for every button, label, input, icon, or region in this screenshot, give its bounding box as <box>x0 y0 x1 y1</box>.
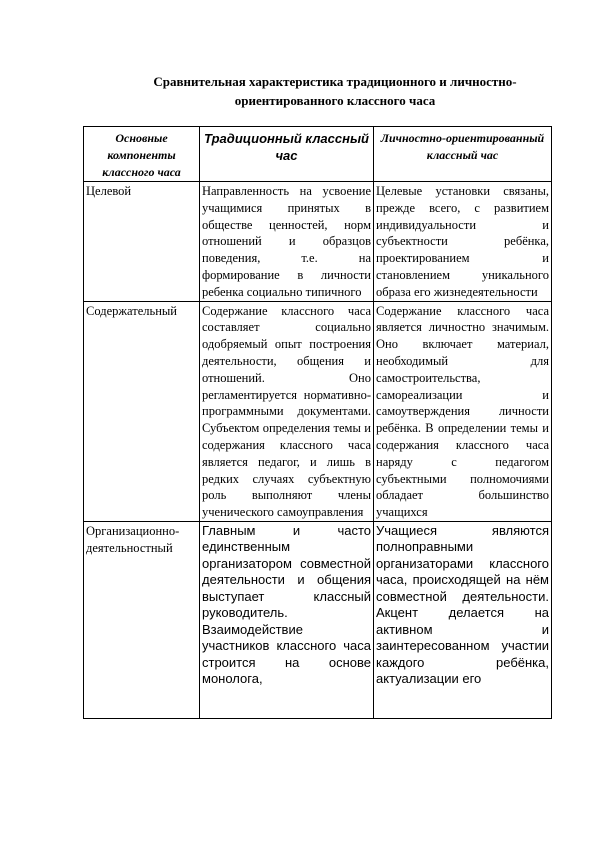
header-personal: Личностно-ориентированный классный час <box>374 127 552 182</box>
row-component: Целевой <box>84 182 200 302</box>
row-traditional: Содержание классного часа составляет социально одобряемый опыт построения деятельности, общения и отношений. Оно регламентируется нормативно-программными документами. Субъектом определения темы и содержания классного часа является педагог, и лишь в редких случаях субъектную роль выполняют члены ученического самоуправления <box>200 301 374 521</box>
row-personal: Содержание классного часа является личностно значимым. Оно включает материал, необходимый для самостроительства, самореализации и самоутверждения личности ребёнка. В определении темы и содержания классного часа наряду с педагогом субъектными полномочиями обладает большинство учащихся <box>374 301 552 521</box>
table-row <box>84 521 552 718</box>
table-row <box>84 301 552 521</box>
header-traditional: Традиционный классный час <box>200 127 374 182</box>
row-traditional: Главным и часто единственным организатором совместной деятельности и общения выступает классный руководитель. Взаимодействие участников классного часа строится на основе монолога, <box>200 521 374 718</box>
comparison-table <box>83 126 552 719</box>
row-personal: Учащиеся являются полноправными организаторами классного часа, происходящей на нём совместной деятельности. Акцент делается на активном и заинтересованном участии каждого ребёнка, актуализации его <box>374 521 552 718</box>
table-row <box>84 182 552 302</box>
row-personal: Целевые установки связаны, прежде всего, с развитием индивидуальности и субъектности ребёнка, проектированием и становлением уникального образа его жизнедеятельности <box>374 182 552 302</box>
document-title: Сравнительная характеристика традиционного и личностно-ориентированного классного часа <box>153 74 517 108</box>
header-components: Основные компоненты классного часа <box>84 127 200 182</box>
row-component: Организационно-деятельностный <box>84 521 200 718</box>
row-traditional: Направленность на усвоение учащимися принятых в обществе ценностей, норм отношений и образцов поведения, т.е. на формирование в личности ребенка социально типичного <box>200 182 374 302</box>
table-header-row <box>84 127 552 182</box>
row-component: Содержательный <box>84 301 200 521</box>
